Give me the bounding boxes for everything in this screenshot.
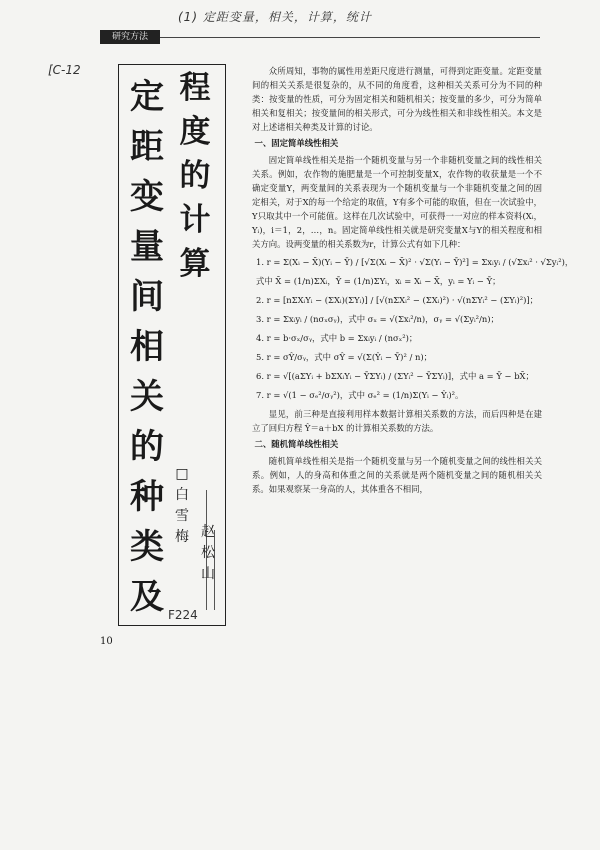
fixed-linear-paragraph: 固定简单线性相关是指一个随机变量与另一个非随机变量之间的线性相关关系。例如，农作物的施肥量是一个可控制变量X，农作物的收获量是一个不确定变量Y，两变量间的关系表现为一个随机变量与一个非随机变量之间的固定相关，对于X的每一个给定的取值，Y有多个可能的取值，但在一次试验中，Y只取其中一个可能值。这样在几次试验中，可获得一一对应的样本资料(Xᵢ，Yᵢ)，i＝1，2，…，n。固定简单线性相关就是研究变量X与Y的相关程度和相关方向。设两变量的相关系数为r，计算公式有如下几种： [252, 154, 542, 250]
title-char: 变 [130, 177, 164, 217]
handwritten-call-number-note: F224 [168, 608, 198, 622]
title-char: 距 [130, 127, 164, 167]
section-tab: 研究方法 [100, 30, 160, 44]
title-char: 度 [179, 114, 211, 150]
author-marker: □ [175, 466, 189, 482]
page-number: 10 [100, 636, 113, 647]
formula-5: 5. r = σŶ/σᵧ，式中 σŶ = √(Σ(Ŷᵢ − Ȳ)² / n)； [256, 352, 432, 363]
author-bai-xuemei [172, 464, 192, 548]
header-rule [100, 37, 540, 38]
article-title-continued [172, 66, 218, 286]
title-char: 及 [130, 577, 164, 617]
title-char: 关 [130, 377, 164, 417]
title-char: 算 [179, 246, 211, 282]
formula-2: 2. r = [nΣXᵢYᵢ − (ΣXᵢ)(ΣYᵢ)] / [√(nΣXᵢ² − (ΣXᵢ)²) · √(nΣYᵢ² − (ΣYᵢ)²)]； [256, 295, 538, 306]
title-char: 的 [179, 158, 211, 194]
article-body [252, 64, 574, 496]
section-heading-random-linear: 二、随机简单线性相关 [254, 439, 339, 450]
handwritten-keywords-note: (1) 定距变量，相关，计算，统计 [178, 10, 372, 24]
formula-1-note: 式中 X̄ = (1/n)ΣXᵢ，Ȳ = (1/n)ΣYᵢ，xᵢ = Xᵢ − X̄，yᵢ = Yᵢ − Ȳ； [256, 276, 501, 287]
title-char: 程 [179, 70, 211, 106]
formula-3: 3. r = Σxᵢyᵢ / (nσₓσᵧ)，式中 σₓ = √(Σxᵢ²/n)，σᵧ = √(Σyᵢ²/n)； [256, 314, 499, 325]
formula-7: 7. r = √(1 − σₑ²/σᵧ²)，式中 σₑ² = (1/n)Σ(Yᵢ − Ŷᵢ)²。 [256, 390, 464, 401]
title-char: 种 [130, 477, 164, 517]
author-char: 梅 [175, 529, 189, 545]
title-char: 计 [179, 202, 211, 238]
title-char: 定 [130, 77, 164, 117]
author-char: 松 [201, 545, 215, 561]
title-char: 的 [130, 427, 164, 467]
author-char: 山 [201, 566, 215, 582]
title-char: 类 [130, 527, 164, 567]
author-zhao-songshan [198, 522, 218, 585]
author-char: 雪 [175, 508, 189, 524]
article-title-main [124, 72, 170, 622]
formula-1: 1. r = Σ(Xᵢ − X̄)(Yᵢ − Ȳ) / [√Σ(Xᵢ − X̄)² · √Σ(Yᵢ − Ȳ)²] = Σxᵢyᵢ / (√Σxᵢ² · √Σyᵢ²)， [256, 257, 574, 268]
handwritten-classification-note: [C-12 [48, 63, 81, 77]
formula-4: 4. r = b·σₓ/σᵧ，式中 b = Σxᵢyᵢ / (nσₓ²)； [256, 333, 418, 344]
formula-6: 6. r = √[(aΣYᵢ + bΣXᵢYᵢ − ȲΣYᵢ) / (ΣYᵢ² − ȲΣYᵢ)]，式中 a = Ȳ − bX̄； [256, 371, 534, 382]
random-linear-paragraph: 随机简单线性相关是指一个随机变量与另一个随机变量之间的线性相关关系。例如，人的身高和体重之间的关系就是两个随机变量之间的随机相关关系。如果观察某一身高的人，其体重各不相同， [252, 455, 542, 494]
summary-paragraph: 显见，前三种是直接利用样本数据计算相关系数的方法，而后四种是在建立了回归方程 Ŷ＝a＋bX 的计算相关系数的方法。 [252, 409, 542, 434]
title-char: 相 [130, 327, 164, 367]
title-char: 间 [130, 277, 164, 317]
author-char: 白 [175, 487, 189, 503]
intro-paragraph: 众所周知，事物的属性用差距尺度进行测量，可得到定距变量。定距变量间的相关关系是很复杂的，从不同的角度看，这种相关关系可分为不同的种类：按变量的性质，可分为固定相关和随机相关；按变量的多少，可分为简单相关和复相关；按变量间的相关形式，可分为线性相关和非线性相关。本文是对上述诸相关种类及计算的讨论。 [252, 66, 542, 133]
section-heading-fixed-linear: 一、固定简单线性相关 [254, 138, 339, 149]
title-char: 量 [130, 227, 164, 267]
author-char: 赵 [201, 524, 215, 540]
